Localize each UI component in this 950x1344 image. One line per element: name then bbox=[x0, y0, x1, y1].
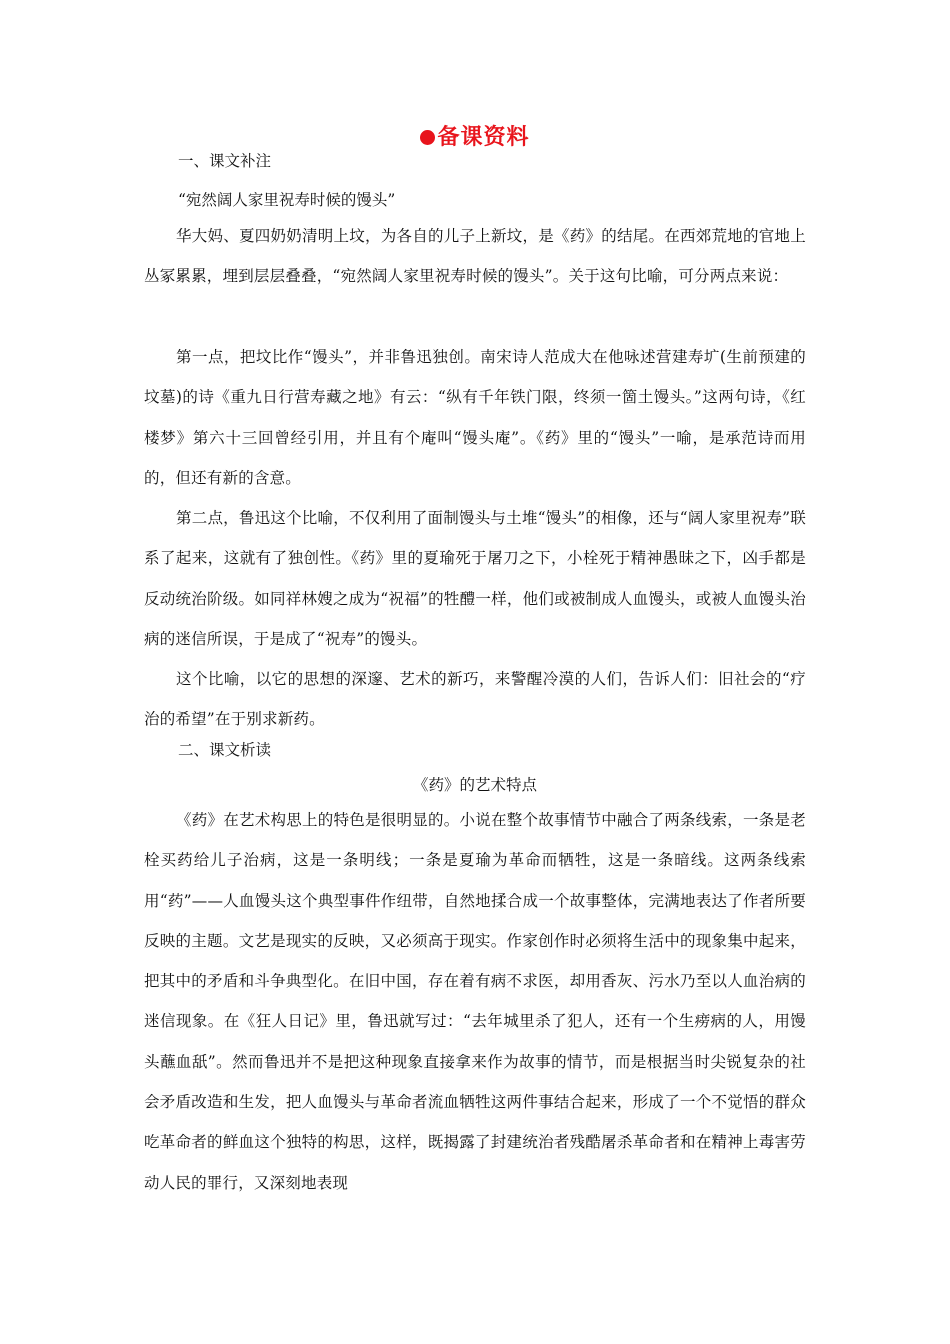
section1-paragraph-3: 第二点，鲁迅这个比喻，不仅利用了面制馒头与土堆“馒头”的相像，还与“阔人家里祝寿”联系了起来，这就有了独创性。《药》里的夏瑜死于屠刀之下，小栓死于精神愚昧之下，凶手都是反动统治阶级。如同祥林嫂之成为“祝福”的牲醴一样，他们或被制成人血馒头，或被人血馒头治病的迷信所误，于是成了“祝寿”的馒头。 bbox=[144, 509, 806, 648]
section1-heading: 一、课文补注 bbox=[178, 152, 272, 170]
section1-paragraph-4: 这个比喻，以它的思想的深邃、艺术的新巧，来警醒冷漠的人们，告诉人们：旧社会的“疗治的希望”在于别求新药。 bbox=[144, 670, 806, 729]
title-text: 备课资料 bbox=[437, 124, 530, 150]
section1-quote-title: “宛然阔人家里祝寿时候的馒头” bbox=[178, 191, 396, 209]
section1-paragraph-1: 华大妈、夏四奶奶清明上坟，为各自的儿子上新坟，是《药》的结尾。在西郊荒地的官地上丛冢累累，埋到层层叠叠，“宛然阔人家里祝寿时候的馒头”。关于这句比喻，可分两点来说： bbox=[144, 227, 806, 286]
red-bullet-icon bbox=[420, 130, 435, 145]
document-title bbox=[144, 122, 806, 152]
section2-paragraph: 《药》在艺术构思上的特色是很明显的。小说在整个故事情节中融合了两条线索，一条是老栓买药给儿子治病，这是一条明线；一条是夏瑜为革命而牺牲，这是一条暗线。这两条线索用“药”——人血馒头这个典型事件作纽带，自然地揉合成一个故事整体，完满地表达了作者所要反映的主题。文艺是现实的反映，又必须高于现实。作家创作时必须将生活中的现象集中起来，把其中的矛盾和斗争典型化。在旧中国，存在着有病不求医，却用香灰、污水乃至以人血治病的迷信现象。在《狂人日记》里，鲁迅就写过：“去年城里杀了犯人，还有一个生痨病的人，用馒头蘸血舐”。然而鲁迅并不是把这种现象直接拿来作为故事的情节，而是根据当时尖锐复杂的社会矛盾改造和生发，把人血馒头与革命者流血牺牲这两件事结合起来，形成了一个不觉悟的群众吃革命者的鲜血这个独特的构思，这样，既揭露了封建统治者残酷屠杀革命者和在精神上毒害劳动人民的罪行，又深刻地表现 bbox=[144, 811, 806, 1192]
section2-subtitle: 《药》的艺术特点 bbox=[412, 776, 537, 794]
section2-heading: 二、课文析读 bbox=[178, 741, 272, 759]
section1-paragraph-2: 第一点，把坟比作“馒头”，并非鲁迅独创。南宋诗人范成大在他咏述营建寿圹(生前预建的坟墓)的诗《重九日行营寿藏之地》有云：“纵有千年铁门限，终须一箇土馒头。”这两句诗，《红楼梦》第六十三回曾经引用，并且有个庵叫“馒头庵”。《药》里的“馒头”一喻，是承范诗而用的，但还有新的含意。 bbox=[144, 348, 806, 487]
